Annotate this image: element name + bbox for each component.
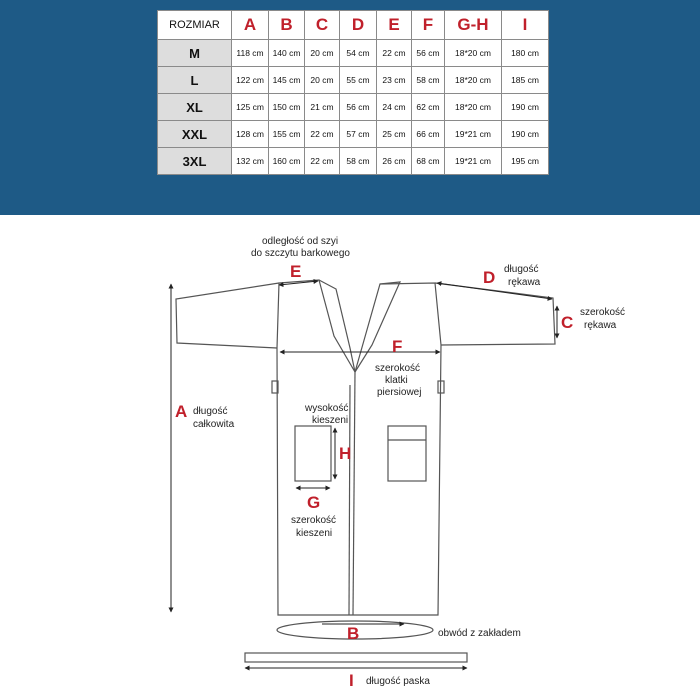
column-header-f: F	[412, 11, 445, 40]
label-h-line1: wysokość	[305, 403, 349, 414]
label-g-line2: kieszeni	[296, 528, 333, 539]
right-pocket	[388, 426, 426, 481]
letter-a: A	[175, 402, 188, 421]
table-cell: 22 cm	[305, 121, 340, 148]
table-cell: 18*20 cm	[445, 67, 502, 94]
table-cell: 56 cm	[340, 94, 377, 121]
left-collar	[319, 280, 355, 372]
table-cell: 190 cm	[502, 94, 549, 121]
column-header-d: D	[340, 11, 377, 40]
letter-d: D	[483, 268, 496, 287]
column-header-b: B	[269, 11, 305, 40]
size-cell: XXL	[158, 121, 232, 148]
label-h-line2: kieszeni	[312, 415, 349, 426]
size-cell: L	[158, 67, 232, 94]
size-table-header	[158, 11, 549, 40]
size-table	[157, 10, 549, 175]
table-cell: 58 cm	[412, 67, 445, 94]
front-overlap	[353, 372, 355, 615]
letter-b: B	[347, 624, 360, 643]
label-g-line1: szerokość	[291, 515, 337, 526]
table-row	[158, 121, 549, 148]
table-cell: 66 cm	[412, 121, 445, 148]
label-b: obwód z zakładem	[438, 628, 521, 639]
column-header-g-h: G-H	[445, 11, 502, 40]
table-cell: 55 cm	[340, 67, 377, 94]
table-row	[158, 94, 549, 121]
right-collar	[355, 282, 403, 372]
column-header-c: C	[305, 11, 340, 40]
left-sleeve	[176, 283, 279, 348]
size-column-header: ROZMIAR	[158, 11, 232, 40]
letter-g: G	[307, 493, 321, 512]
table-cell: 155 cm	[269, 121, 305, 148]
table-cell: 18*20 cm	[445, 94, 502, 121]
left-pocket	[295, 426, 331, 481]
label-f-line1: szerokość	[375, 363, 421, 374]
label-f-line3: piersiowej	[377, 387, 422, 398]
table-cell: 26 cm	[377, 148, 412, 175]
table-cell: 58 cm	[340, 148, 377, 175]
table-cell: 22 cm	[377, 40, 412, 67]
label-a-line1: długość	[193, 406, 228, 417]
table-cell: 160 cm	[269, 148, 305, 175]
table-cell: 150 cm	[269, 94, 305, 121]
table-cell: 128 cm	[232, 121, 269, 148]
label-e-line1: odległość od szyi	[262, 236, 339, 247]
letter-h: H	[339, 444, 352, 463]
table-row	[158, 40, 549, 67]
size-cell: 3XL	[158, 148, 232, 175]
letter-e: E	[290, 262, 302, 281]
right-sleeve	[435, 283, 555, 345]
table-cell: 56 cm	[412, 40, 445, 67]
column-header-e: E	[377, 11, 412, 40]
table-cell: 125 cm	[232, 94, 269, 121]
table-cell: 57 cm	[340, 121, 377, 148]
table-cell: 25 cm	[377, 121, 412, 148]
table-cell: 18*20 cm	[445, 40, 502, 67]
label-d-line1: długość	[504, 264, 539, 275]
label-c-line2: rękawa	[584, 320, 617, 331]
table-cell: 122 cm	[232, 67, 269, 94]
letter-f: F	[392, 337, 403, 356]
front-overlap-inner	[349, 385, 350, 615]
bathrobe-outline	[176, 280, 555, 662]
column-header-i: I	[502, 11, 549, 40]
table-row	[158, 148, 549, 175]
table-cell: 118 cm	[232, 40, 269, 67]
column-header-a: A	[232, 11, 269, 40]
table-cell: 190 cm	[502, 121, 549, 148]
letter-c: C	[561, 313, 574, 332]
table-cell: 68 cm	[412, 148, 445, 175]
table-cell: 23 cm	[377, 67, 412, 94]
label-a-line2: całkowita	[193, 419, 235, 430]
label-f-line2: klatki	[385, 375, 408, 386]
table-cell: 21 cm	[305, 94, 340, 121]
label-c-line1: szerokość	[580, 307, 626, 318]
table-cell: 20 cm	[305, 67, 340, 94]
label-i: długość paska	[366, 676, 430, 687]
bathrobe-diagram	[0, 215, 700, 700]
table-cell: 140 cm	[269, 40, 305, 67]
table-cell: 20 cm	[305, 40, 340, 67]
robe-body	[277, 280, 441, 615]
table-cell: 62 cm	[412, 94, 445, 121]
table-cell: 24 cm	[377, 94, 412, 121]
table-cell: 145 cm	[269, 67, 305, 94]
letter-i: I	[349, 671, 354, 690]
size-cell: M	[158, 40, 232, 67]
table-cell: 19*21 cm	[445, 121, 502, 148]
belt	[245, 653, 467, 662]
table-cell: 185 cm	[502, 67, 549, 94]
table-cell: 195 cm	[502, 148, 549, 175]
table-row	[158, 67, 549, 94]
table-cell: 54 cm	[340, 40, 377, 67]
table-cell: 180 cm	[502, 40, 549, 67]
table-cell: 22 cm	[305, 148, 340, 175]
label-d-line2: rękawa	[508, 277, 541, 288]
table-cell: 132 cm	[232, 148, 269, 175]
label-e-line2: do szczytu barkowego	[251, 248, 350, 259]
table-cell: 19*21 cm	[445, 148, 502, 175]
size-cell: XL	[158, 94, 232, 121]
